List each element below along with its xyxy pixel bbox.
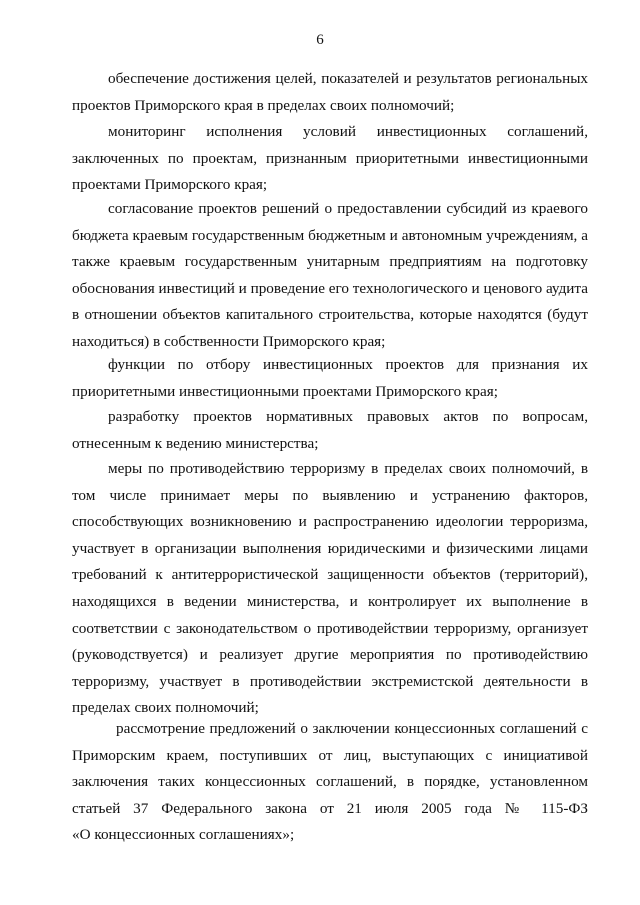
text-line: также краевым государственным унитарным предприятиям на подготовку <box>72 253 588 271</box>
text-line: проектов Приморского края в пределах своих полномочий; <box>72 96 455 114</box>
text-line: способствующих возникновению и распространению идеологии терроризма, <box>72 513 588 531</box>
text-line: находящихся в ведении министерства, и контролирует их выполнение в <box>72 592 588 610</box>
text-line: «О концессионных соглашениях»; <box>72 826 295 844</box>
text-line: (руководствуется) и реализует другие мероприятия по противодействию <box>72 646 588 664</box>
text-line: соответствии с законодательством о противодействии терроризму, организует <box>72 619 588 637</box>
text-line: терроризму, участвует в противодействии экстремистской деятельности в <box>72 672 588 690</box>
text-line: в отношении объектов капитального строительства, которые находятся (будут <box>72 306 588 324</box>
page-number: 6 <box>316 32 324 48</box>
text-line: требований к антитеррористической защищенности объектов (территорий), <box>72 566 588 584</box>
text-line: обеспечение достижения целей, показателей и результатов региональных <box>108 70 588 87</box>
text-line: проектами Приморского края; <box>72 176 268 194</box>
text-line: заключения таких концессионных соглашений, в порядке, установленном <box>72 773 588 791</box>
paragraph <box>72 119 588 199</box>
paragraph <box>72 404 588 457</box>
paragraph <box>72 456 588 722</box>
text-line: приоритетными инвестиционными проектами Приморского края; <box>72 382 498 400</box>
paragraph <box>72 352 588 405</box>
text-line: функции по отбору инвестиционных проектов для признания их <box>108 356 588 373</box>
text-line: разработку проектов нормативных правовых актов по вопросам, <box>108 408 588 425</box>
text-line: участвует в организации выполнения юридическими и физическими лицами <box>72 539 588 557</box>
paragraph <box>72 716 588 849</box>
text-line: находиться) в собственности Приморского края; <box>72 332 386 350</box>
text-line: обоснования инвестиций и проведение его технологического и ценового аудита <box>72 279 588 297</box>
text-line: Приморским краем, поступивших от лиц, выступающих с инициативой <box>72 746 588 764</box>
text-line: заключенных по проектам, признанным приоритетными инвестиционными <box>72 149 588 167</box>
text-line: бюджета краевым государственным бюджетным и автономным учреждениям, а <box>72 226 588 244</box>
text-line: мониторинг исполнения условий инвестиционных соглашений, <box>108 123 588 140</box>
text-line: пределах своих полномочий; <box>72 699 259 717</box>
text-line: отнесенным к ведению министерства; <box>72 434 319 452</box>
text-line: том числе принимает меры по выявлению и устранению факторов, <box>72 486 588 504</box>
text-line: статьей 37 Федерального закона от 21 июля 2005 года № 115-ФЗ <box>72 799 588 817</box>
text-line: рассмотрение предложений о заключении концессионных соглашений с <box>116 720 588 737</box>
text-line: согласование проектов решений о предоставлении субсидий из краевого <box>108 200 588 217</box>
text-line: меры по противодействию терроризму в пределах своих полномочий, в <box>108 460 588 477</box>
paragraph <box>72 196 588 356</box>
paragraph <box>72 66 588 119</box>
